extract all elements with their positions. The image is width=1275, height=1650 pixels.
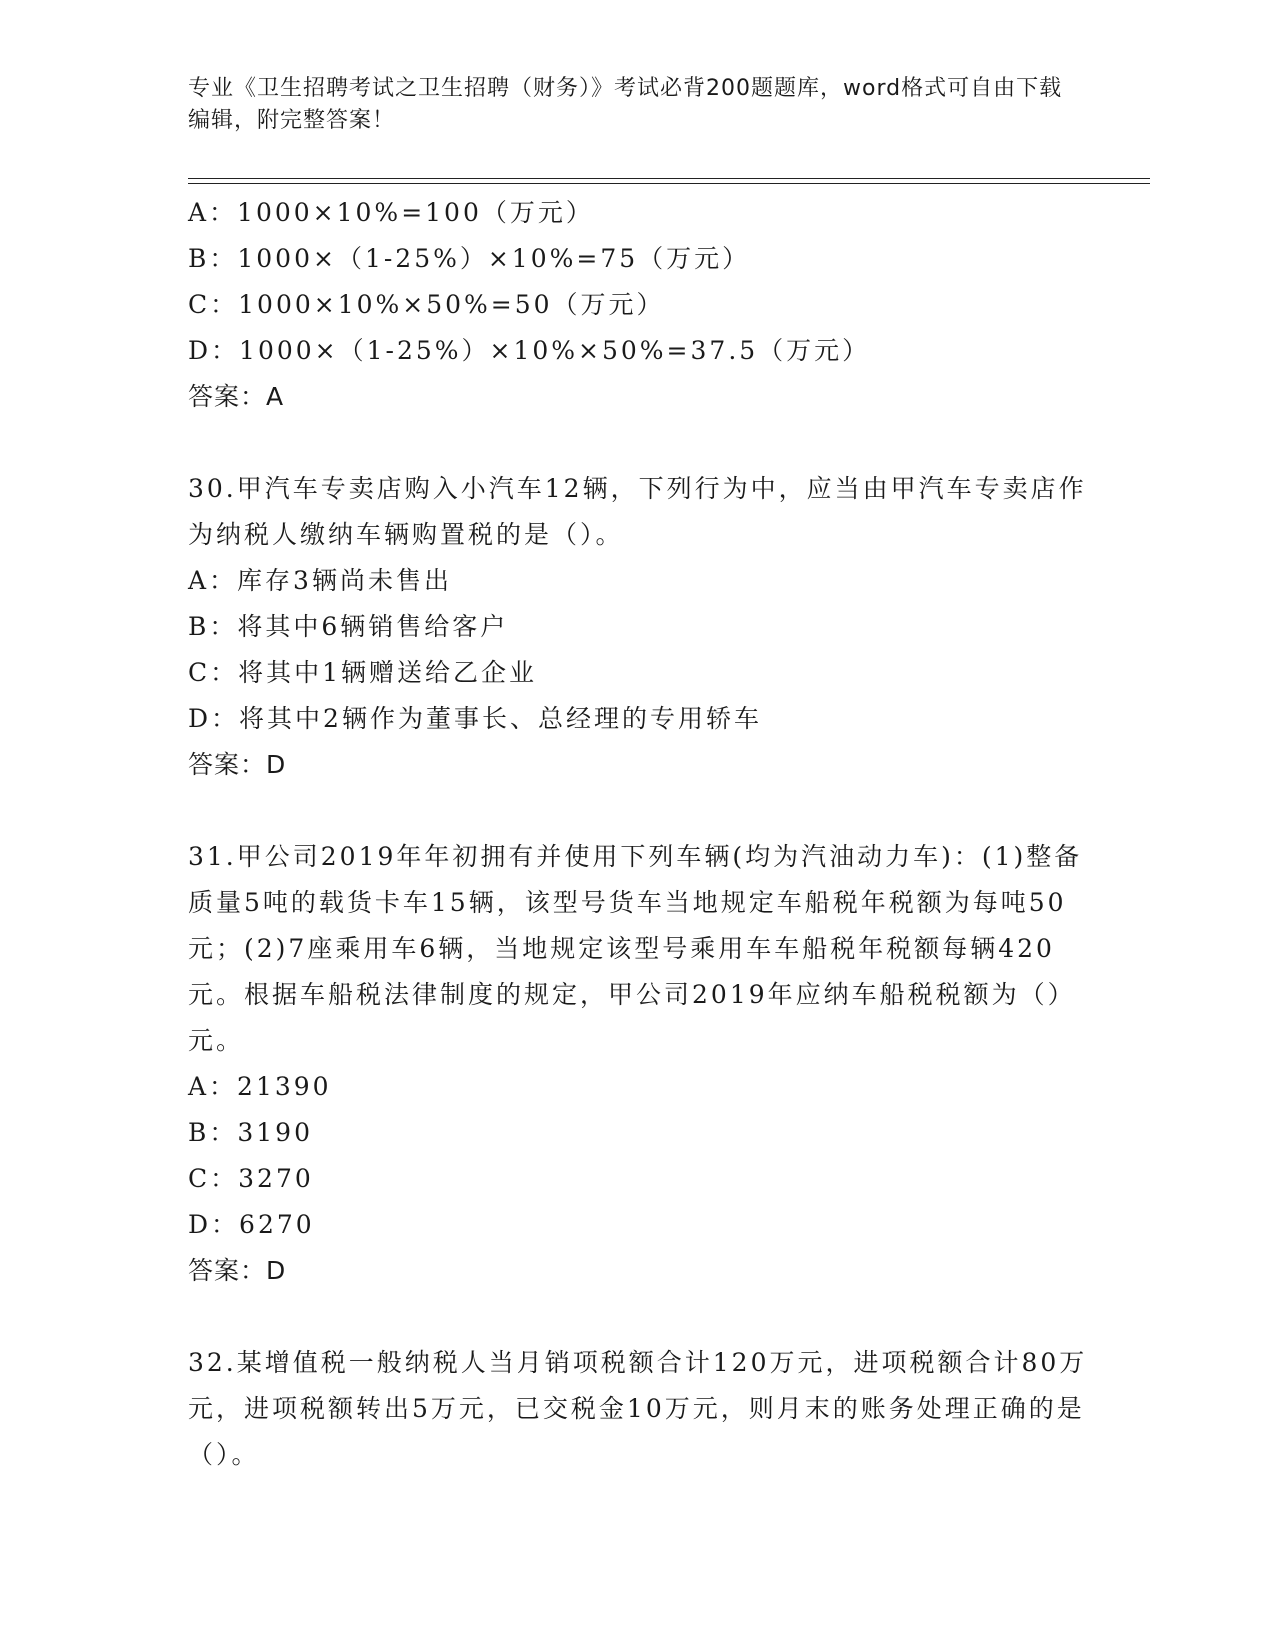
header-divider-bottom <box>188 183 1150 184</box>
question-text: 31.甲公司2019年年初拥有并使用下列车辆(均为汽油动力车)：(1)整备质量5吨的载货卡车15辆，该型号货车当地规定车船税年税额为每吨50元；(2)7座乘用车6辆，当地规定该型号乘用车车船税年税额每辆420元。根据车船税法律制度的规定，甲公司2019年应纳车船税税额为（）元。 <box>188 842 1083 1055</box>
answer: 答案：A <box>188 382 285 411</box>
question-text: 30.甲汽车专卖店购入小汽车12辆，下列行为中，应当由甲汽车专卖店作为纳税人缴纳车辆购置税的是（）。 <box>188 474 1087 549</box>
answer: 答案：D <box>188 1256 287 1285</box>
option-b: B：1000×（1-25%）×10%=75（万元） <box>188 244 751 273</box>
question-30 <box>188 466 1088 788</box>
option-d: D：6270 <box>188 1210 315 1239</box>
spacer <box>188 1294 1088 1340</box>
question-text: 32.某增值税一般纳税人当月销项税额合计120万元，进项税额合计80万元，进项税额转出5万元，已交税金10万元，则月末的账务处理正确的是（）。 <box>188 1348 1088 1469</box>
option-a: A：21390 <box>188 1072 332 1101</box>
answer: 答案：D <box>188 750 287 779</box>
option-c: C：将其中1辆赠送给乙企业 <box>188 658 538 687</box>
option-d: D：将其中2辆作为董事长、总经理的专用轿车 <box>188 704 762 733</box>
option-a: A：1000×10%=100（万元） <box>188 198 594 227</box>
question-32 <box>188 1340 1088 1478</box>
question-29 <box>188 190 1088 420</box>
option-c: C：3270 <box>188 1164 314 1193</box>
header-divider-top <box>188 178 1150 179</box>
option-d: D：1000×（1-25%）×10%×50%=37.5（万元） <box>188 336 871 365</box>
spacer <box>188 788 1088 834</box>
option-a: A：库存3辆尚未售出 <box>188 566 452 595</box>
option-b: B：将其中6辆销售给客户 <box>188 612 509 641</box>
option-b: B：3190 <box>188 1118 313 1147</box>
option-c: C：1000×10%×50%=50（万元） <box>188 290 665 319</box>
spacer <box>188 420 1088 466</box>
document-header: 专业《卫生招聘考试之卫生招聘（财务）》考试必背200题题库，word格式可自由下载编辑，附完整答案！ <box>188 76 1063 133</box>
document-body <box>188 190 1088 1478</box>
question-31 <box>188 834 1088 1294</box>
